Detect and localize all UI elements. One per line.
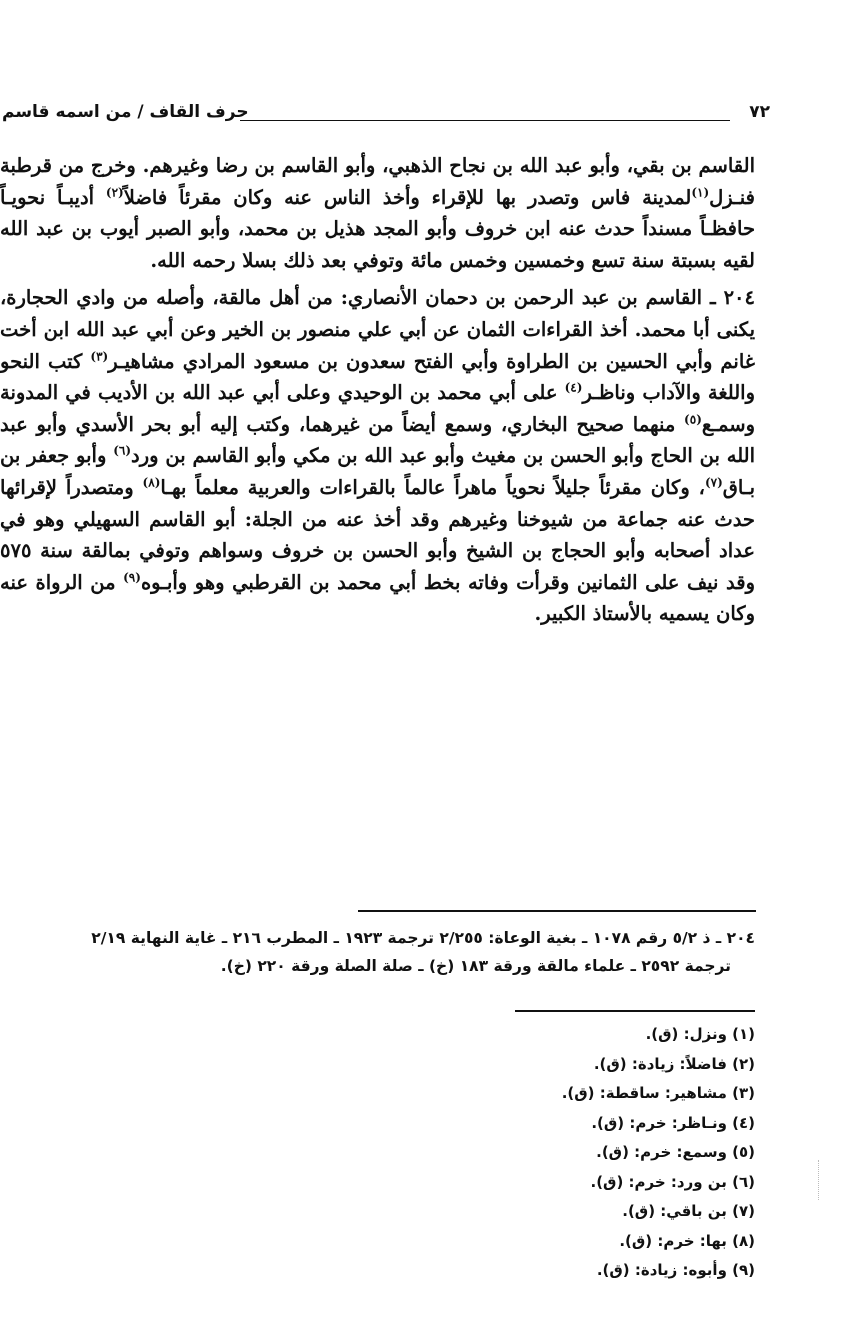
footnote: (٦) بن ورد: خرم: (ق). bbox=[590, 1172, 755, 1191]
text-run: ومتصدراً لإقرائها حدث عنه جماعة من شيوخنا وغيرهم وقد أخذ عنه من الجلة: أبو القاسم السهيلي وهو في عداد أصحابه وأبو الحجاج بن الشيخ وأبو الحسن بن خروف وسواهم وتوفي بمالقة سنة ٥٧٥ وقد نيف على الثمانين وقرأت وفاته بخط أبي محمد بن القرطبي وهو وأبـوه bbox=[0, 475, 755, 594]
page-number: ٧٢ bbox=[749, 102, 770, 122]
scan-speck bbox=[818, 1160, 822, 1200]
footnote: (٢) فاضلاً: زيادة: (ق). bbox=[593, 1054, 755, 1073]
reference-line: ترجمة ٢٥٩٢ ـ علماء مالقة ورقة ١٨٣ (خ) ـ صلة الصلة ورقة ٢٢٠ (خ). bbox=[220, 957, 731, 975]
footnote-marker: (٢) bbox=[105, 185, 124, 200]
footnote-marker: (٥) bbox=[684, 412, 702, 427]
footnote: (١) ونزل: (ق). bbox=[645, 1025, 755, 1043]
references-rule bbox=[358, 910, 756, 912]
footnote: (٩) وأبوه: زيادة: (ق). bbox=[596, 1261, 755, 1279]
footnote: (٥) وسمع: خرم: (ق). bbox=[596, 1143, 755, 1161]
body-text bbox=[0, 150, 755, 630]
footnote-marker: (٩) bbox=[123, 570, 141, 585]
text-run: منهما صحيح البخاري، وسمع أيضاً من غيرهما، وكتب إليه أبو بحر الأسدي وأبو عبد الله بن الحاج وأبو الحسن بن مغيث وأبو عبد الله بن مكي وأبو القاسم بن ورد bbox=[0, 412, 756, 468]
footnote: (٨) بها: خرم: (ق). bbox=[619, 1231, 755, 1250]
footnote-marker: (٨) bbox=[142, 475, 161, 490]
footnotes-rule bbox=[515, 1010, 755, 1012]
footnote: (٤) ونـاظر: خرم: (ق). bbox=[591, 1113, 755, 1132]
footnotes bbox=[0, 1020, 755, 1286]
references bbox=[0, 924, 755, 980]
text-run: كتب النحو واللغة والآداب وناظـر bbox=[0, 349, 755, 405]
footnote-marker: (١) bbox=[691, 185, 710, 200]
text-run: لمدينة فاس وتصدر بها للإقراء وأخذ الناس عنه وكان مقرئاً فاضلاً bbox=[123, 185, 692, 209]
text-run: وأبو جعفر بن بـاق bbox=[0, 444, 755, 499]
paragraph bbox=[0, 150, 755, 276]
text-run: ، وكان مقرئاً جليلاً نحوياً ماهراً عالماً بالقراءات والعربية معلماً بهـا bbox=[160, 475, 705, 499]
footnote-marker: (٦) bbox=[113, 443, 132, 458]
running-title: حرف القاف / من اسمه قاسم bbox=[2, 102, 249, 122]
footnote-marker: (٣) bbox=[90, 349, 109, 364]
text-run: من الرواة عنه وكان يسميه بالأستاذ الكبير. bbox=[0, 570, 755, 626]
footnote-marker: (٤) bbox=[564, 380, 583, 395]
text-run: القاسم بن بقي، وأبو عبد الله بن نجاح الذهبي، وأبو القاسم بن رضا وغيرهم. وخرج من قرطبة فنـزل bbox=[0, 154, 755, 209]
text-run: أديبـاً نحويـاً حافظـاً مسنداً حدث عنه ابن خروف وأبو المجد هذيل بن محمد، وأبو الصبر أيوب بن عبد الله لقيه بسبتة سنة تسع وخمسين وخمس مائة وتوفي بعد ذلك بسلا رحمه الله. bbox=[0, 185, 755, 272]
text-run: على أبي محمد بن الوحيدي وعلى أبي عبد الله بن الأديب في المدونة وسمـع bbox=[0, 381, 755, 436]
footnote: (٣) مشاهير: ساقطة: (ق). bbox=[561, 1084, 755, 1102]
page-header bbox=[0, 98, 770, 128]
text-run: ٢٠٤ ـ القاسم بن عبد الرحمن بن دحمان الأنصاري: من أهل مالقة، وأصله من وادي الحجارة، يكنى أبا محمد. أخذ القراءات الثمان عن أبي علي منصور بن الخير وعن أبي عبد الله ابن أخت غانم وأبي الحسين بن الطراوة وأبي الفتح سعدون بن مسعود المرادي مشاهيـر bbox=[0, 286, 755, 373]
paragraph bbox=[0, 282, 755, 630]
header-rule bbox=[240, 120, 730, 121]
reference-line: ٢٠٤ ـ ذ ٥/٢ رقم ١٠٧٨ ـ بغية الوعاة: ٢/٢٥٥ ترجمة ١٩٢٣ ـ المطرب ٢١٦ ـ غاية النهاية ٢/١٩ bbox=[91, 929, 755, 947]
footnote-marker: (٧) bbox=[704, 475, 723, 490]
footnote: (٧) بن باقي: (ق). bbox=[622, 1202, 755, 1220]
